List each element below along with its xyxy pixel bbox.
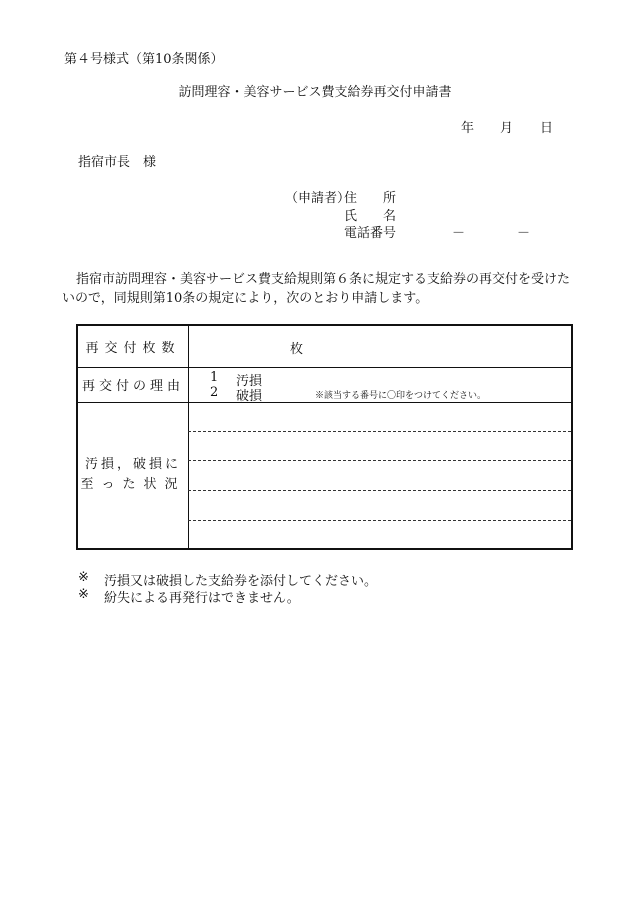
application-statement: 指宿市訪問理容・美容サービス費支給規則第６条に規定する支給券の再交付を受けたいので，同規則第10条の規定により，次のとおり申請します。 [62,272,571,306]
name-label: 氏 名 [344,209,397,224]
writing-line[interactable] [188,460,571,461]
applicant-label: （申請者） [285,191,351,206]
phone-dash: － [452,226,466,241]
phone-label: 電話番号 [344,226,397,241]
addressee: 指宿市長 様 [78,155,157,170]
date-year-label: 年 [461,121,475,136]
reason-option-number[interactable]: 2 [210,385,219,400]
situation-label-line2: 至った状況 [80,477,186,492]
reissue-count-label: 再交付枚数 [78,326,189,367]
situation-label-line1: 汚損，破損に [84,457,181,472]
application-table [76,324,573,550]
reason-note: ※該当する番号に〇印をつけてください。 [315,391,487,401]
form-number: 第４号様式（第10条関係） [64,52,224,67]
reason-label: 再交付の理由 [78,367,189,402]
address-label: 住 所 [344,191,397,206]
writing-line[interactable] [188,431,571,432]
writing-line[interactable] [188,490,571,491]
note-mark: ※ [78,587,89,602]
note-mark: ※ [78,570,89,585]
date-month-label: 月 [500,121,514,136]
situation-label [78,402,189,548]
reason-option-number[interactable]: 1 [210,370,219,385]
reason-option-damaged[interactable]: 破損 [236,389,263,404]
note-attach-ticket: 汚損又は破損した支給券を添付してください。 [104,574,378,589]
document-title: 訪問理容・美容サービス費支給券再交付申請書 [178,85,452,100]
note-no-reissue-for-loss: 紛失による再発行はできません。 [104,591,300,606]
writing-line[interactable] [188,520,571,521]
reason-row [78,367,571,403]
reissue-count-row [78,326,571,368]
reason-option-soiled[interactable]: 汚損 [236,374,263,389]
count-unit: 枚 [290,342,304,357]
date-day-label: 日 [540,121,554,136]
phone-dash: － [517,226,531,241]
situation-row [78,402,571,548]
